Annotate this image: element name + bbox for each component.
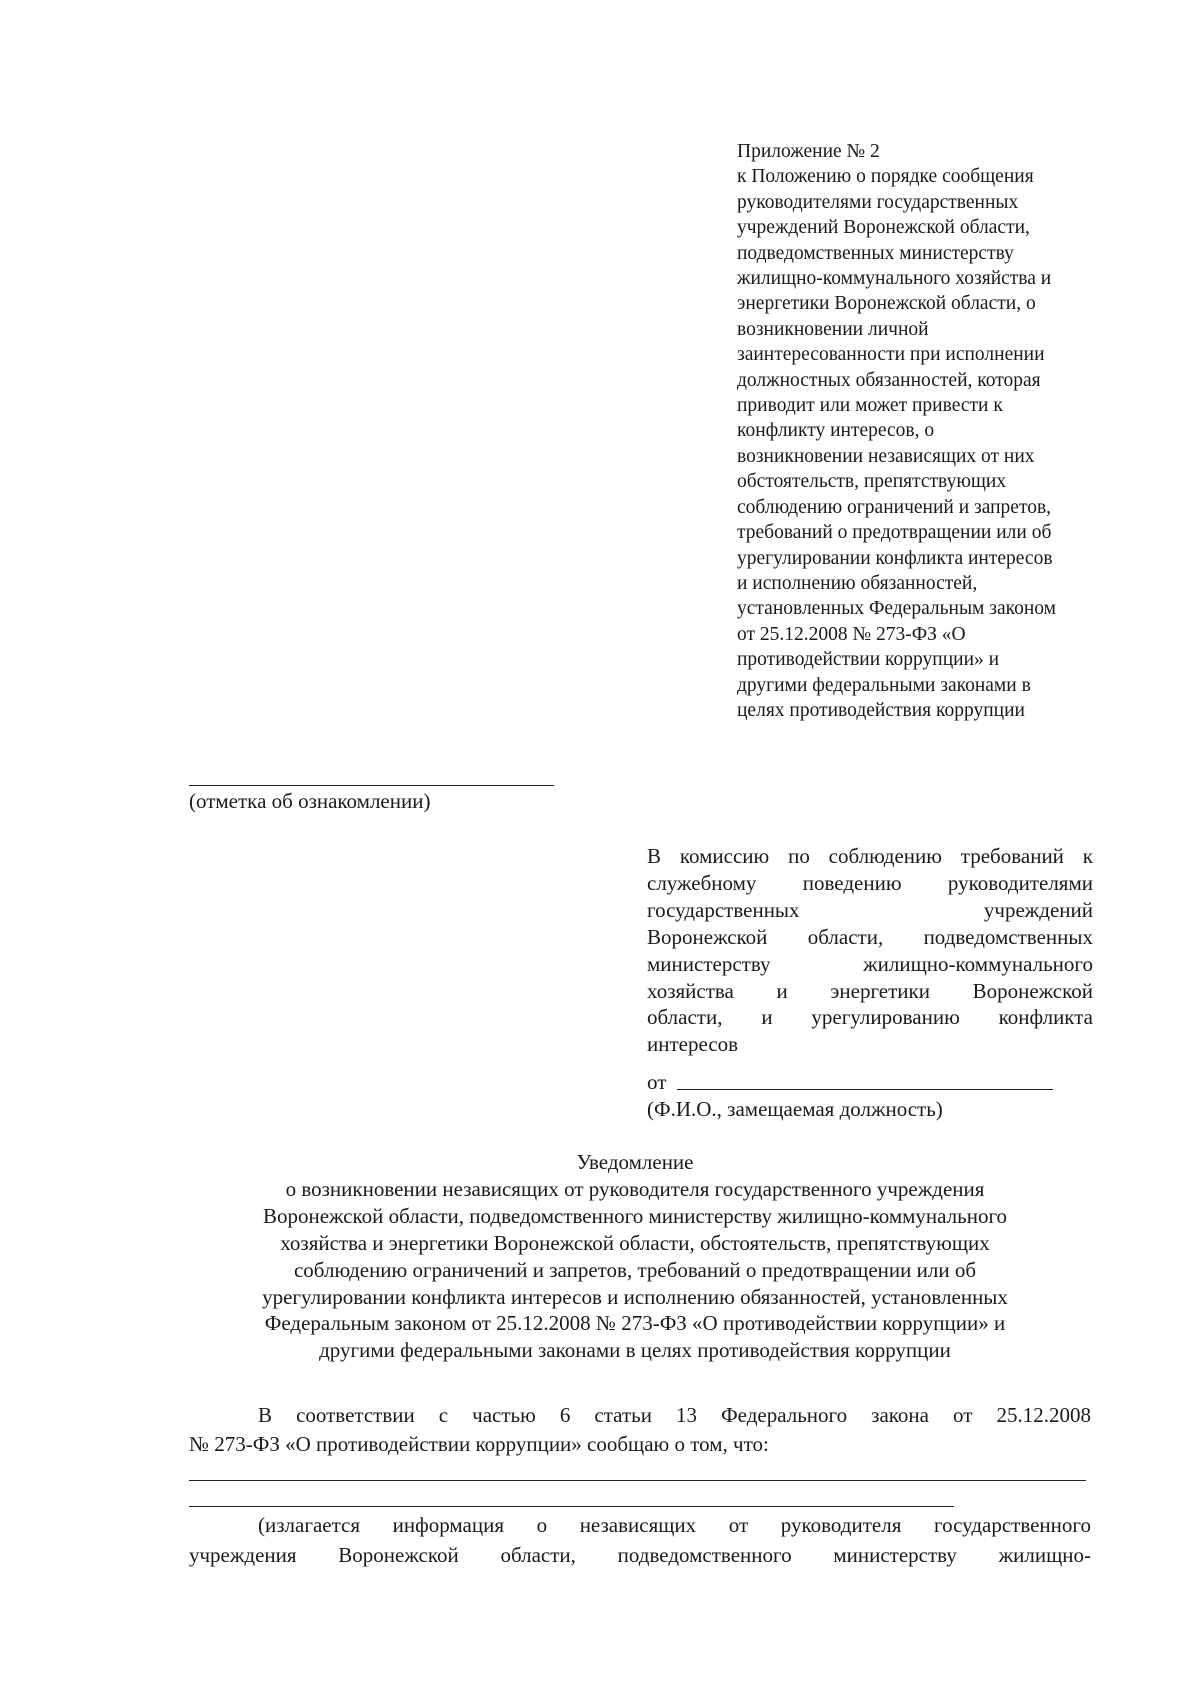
appendix-line: требований о предотвращении или об: [737, 522, 1052, 544]
appendix-line: должностных обязанностей, которая: [737, 369, 1041, 391]
notice-line: урегулировании конфликта интересов и исполнению обязанностей, установленных: [262, 1284, 1008, 1309]
from-prefix: от: [647, 1070, 667, 1094]
addressee-line: интересов: [647, 1032, 739, 1057]
addressee-line: Воронежской области, подведомственных: [647, 924, 1093, 949]
appendix-line: Приложение № 2: [737, 141, 880, 162]
fill-in-line: [189, 1506, 954, 1507]
acknowledgement-signature-line: [189, 785, 554, 786]
explanation-paragraph: [189, 1510, 1091, 1570]
appendix-line: конфликту интересов, о: [737, 420, 935, 442]
appendix-line: противодействии коррупции» и: [737, 649, 1000, 671]
appendix-line: подведомственных министерству: [737, 242, 1014, 264]
addressee-line: хозяйства и энергетики Воронежской: [647, 978, 1093, 1003]
body-line: № 273-ФЗ «О противодействии коррупции» сообщаю о том, что:: [189, 1432, 769, 1456]
explanation-line: (излагается информация о независящих от руководителя государственного: [258, 1513, 1091, 1537]
appendix-line: жилищно-коммунального хозяйства и: [737, 268, 1052, 290]
notice-line: Воронежской области, подведомственного министерству жилищно-коммунального: [262, 1203, 1008, 1228]
body-paragraph: [189, 1401, 1091, 1459]
notice-title-block: [160, 1149, 1110, 1364]
appendix-line: целях противодействия коррупции: [737, 699, 1025, 721]
appendix-line: урегулировании конфликта интересов: [737, 547, 1053, 569]
appendix-line: и исполнению обязанностей,: [737, 572, 978, 594]
notice-line: соблюдению ограничений и запретов, требований о предотвращении или об: [293, 1257, 977, 1282]
addressee-line: В комиссию по соблюдению требований к: [647, 844, 1093, 868]
appendix-line: руководителями государственных: [737, 191, 1019, 213]
appendix-line: возникновении личной: [737, 318, 929, 340]
appendix-line: установленных Федеральным законом: [737, 598, 1057, 620]
notice-line: Федеральным законом от 25.12.2008 № 273-ФЗ «О противодействии коррупции» и: [264, 1311, 1006, 1336]
explanation-line: учреждения Воронежской области, подведомственного министерству жилищно-: [189, 1543, 1091, 1567]
appendix-line: энергетики Воронежской области, о: [737, 293, 1036, 315]
sender-name-caption: (Ф.И.О., замещаемая должность): [647, 1097, 943, 1121]
appendix-line: заинтересованности при исполнении: [737, 344, 1045, 366]
appendix-line: соблюдению ограничений и запретов,: [737, 496, 1052, 518]
fill-in-line: [189, 1480, 1086, 1481]
sender-name-line: [677, 1089, 1053, 1090]
appendix-line: возникновении независящих от них: [737, 445, 1035, 467]
addressee-line: министерству жилищно-коммунального: [647, 951, 1093, 976]
addressee-line: служебному поведению руководителями: [647, 870, 1093, 895]
appendix-line: к Положению о порядке сообщения: [737, 166, 1034, 188]
notice-line: о возникновении независящих от руководителя государственного учреждения: [285, 1176, 985, 1201]
appendix-line: учреждений Воронежской области,: [737, 217, 1030, 239]
body-line: В соответствии с частью 6 статьи 13 Федерального закона от 25.12.2008: [258, 1403, 1091, 1427]
notice-line: другими федеральными законами в целях противодействия коррупции: [319, 1338, 951, 1363]
appendix-line: приводит или может привести к: [737, 395, 1003, 417]
addressee-block: [647, 843, 1093, 1058]
appendix-line: обстоятельств, препятствующих: [737, 471, 1007, 493]
addressee-line: государственных учреждений: [647, 897, 1093, 922]
notice-line: хозяйства и энергетики Воронежской области, обстоятельств, препятствующих: [280, 1230, 990, 1255]
appendix-line: от 25.12.2008 № 273-ФЗ «О: [737, 623, 966, 645]
appendix-header: [737, 139, 1117, 723]
acknowledgement-label: (отметка об ознакомлении): [189, 789, 431, 813]
notice-title: Уведомление: [576, 1150, 694, 1174]
appendix-line: другими федеральными законами в: [737, 674, 1031, 696]
addressee-line: области, и урегулированию конфликта: [647, 1005, 1093, 1030]
